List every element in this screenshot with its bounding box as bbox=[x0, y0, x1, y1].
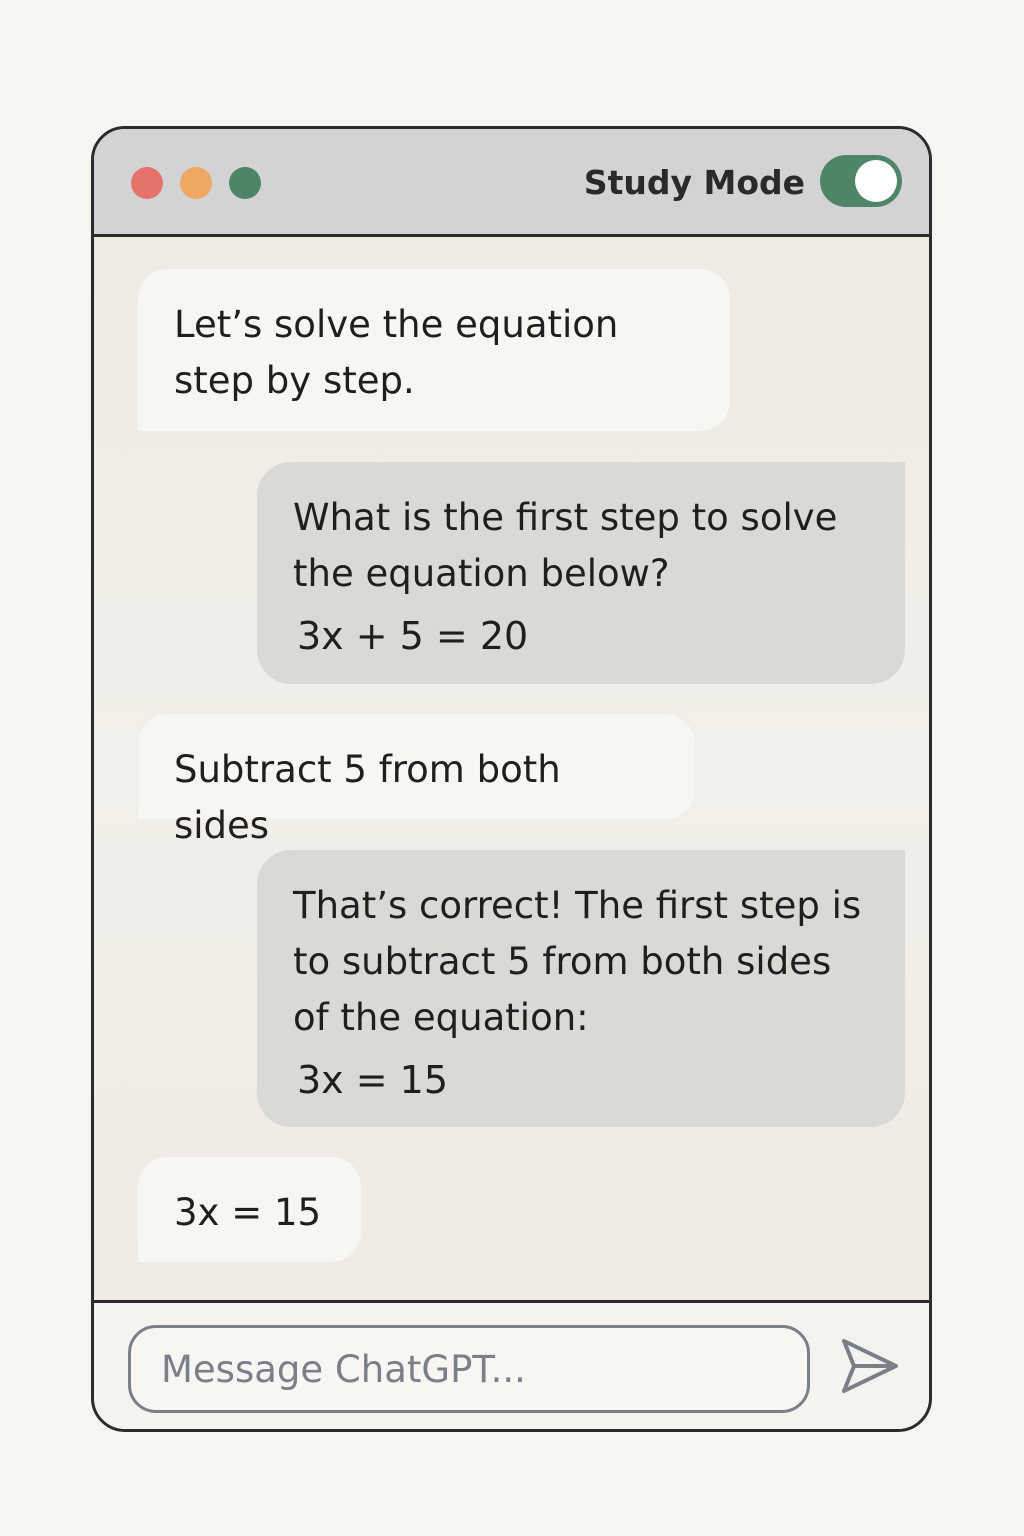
message-text: 3x = 15 bbox=[174, 1191, 322, 1234]
message-text: That’s correct! The first step is to subtract 5 from both sides of the equation: bbox=[293, 884, 862, 1039]
message-text: Let’s solve the equation step by step. bbox=[174, 303, 619, 402]
composer bbox=[94, 1300, 929, 1432]
study-mode-toggle[interactable] bbox=[820, 155, 902, 207]
study-mode-label: Study Mode bbox=[583, 163, 805, 202]
send-button[interactable] bbox=[836, 1333, 902, 1399]
assistant-message bbox=[138, 269, 730, 431]
message-text: Subtract 5 from both sides bbox=[174, 748, 561, 847]
message-list bbox=[94, 237, 929, 1300]
minimize-window-button[interactable] bbox=[180, 167, 212, 199]
user-message bbox=[257, 850, 905, 1127]
close-window-button[interactable] bbox=[131, 167, 163, 199]
title-bar bbox=[94, 129, 929, 237]
maximize-window-button[interactable] bbox=[229, 167, 261, 199]
equation: 3x = 15 bbox=[297, 1058, 449, 1102]
message-input[interactable] bbox=[128, 1325, 810, 1413]
assistant-message bbox=[138, 1157, 361, 1262]
message-text: What is the first step to solve the equation below? bbox=[293, 496, 838, 595]
chat-window bbox=[91, 126, 932, 1432]
equation: 3x + 5 = 20 bbox=[297, 614, 529, 658]
toggle-knob bbox=[855, 160, 897, 202]
user-message bbox=[257, 462, 905, 684]
send-icon bbox=[836, 1333, 902, 1399]
assistant-message bbox=[138, 714, 695, 847]
